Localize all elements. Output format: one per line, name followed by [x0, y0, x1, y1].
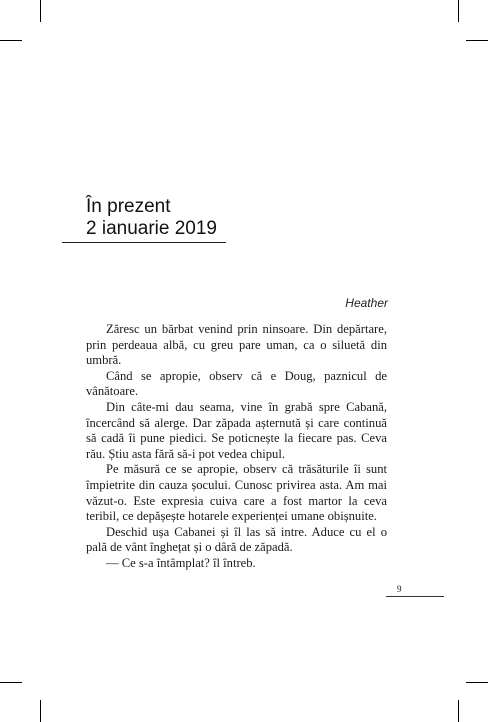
chapter-heading-line1: În prezent — [86, 196, 171, 217]
folio-rule — [386, 596, 444, 597]
narrator-name: Heather — [345, 296, 388, 310]
crop-mark-top-left — [40, 0, 41, 22]
chapter-rule — [62, 242, 226, 243]
chapter-heading — [86, 196, 217, 240]
crop-mark-top-right-h — [466, 40, 488, 41]
paragraph: Deschid ușa Cabanei și îl las să intre. Aduce cu el o pală de vânt înghețat și o dâră de zăpadă. — [86, 524, 387, 555]
crop-mark-bottom-left-h — [0, 682, 22, 683]
paragraph: Pe măsură ce se apropie, observ că trăsăturile îi sunt împietrite din cauza șocului. Cunosc privirea asta. Am mai văzut-o. Este expresia cuiva care a fost martor la ceva teribil, ce depășește hotarele experienței umane obișnuite. — [86, 462, 387, 524]
crop-mark-bottom-right — [458, 700, 459, 722]
paragraph: — Ce s-a întâmplat? îl întreb. — [106, 555, 256, 570]
paragraph: Din câte-mi dau seama, vine în grabă spre Cabană, încercând să alerge. Dar zăpada așternută și care continuă să cadă îi pune piedici. Se poticnește la fiecare pas. Ceva rău. Știu asta fără să-i pot vedea chipul. — [86, 399, 387, 461]
crop-mark-top-right — [458, 0, 459, 22]
crop-mark-bottom-left — [40, 700, 41, 722]
paragraph: Zăresc un bărbat venind prin ninsoare. Din depărtare, prin perdeaua albă, cu greu pare uman, ca o siluetă din umbră. — [86, 322, 387, 368]
body-text — [86, 322, 387, 572]
crop-mark-top-left-h — [0, 40, 22, 41]
page-number: 9 — [397, 584, 402, 594]
chapter-heading-line2: 2 ianuarie 2019 — [86, 218, 217, 239]
paragraph: Când se apropie, observ că e Doug, paznicul de vânătoare. — [86, 368, 387, 399]
crop-mark-bottom-right-h — [466, 682, 488, 683]
